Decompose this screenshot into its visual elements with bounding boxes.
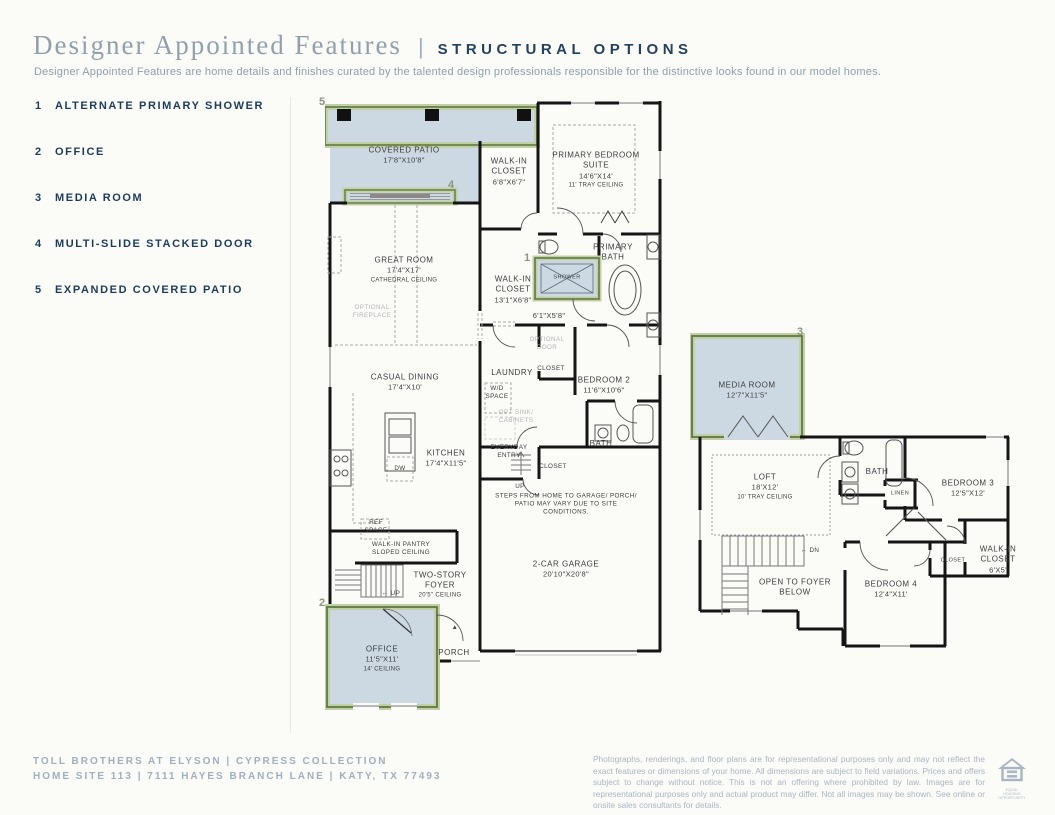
label-closet-c: CLOSET: [940, 557, 966, 564]
label-linen: LINEN: [890, 490, 910, 497]
label-shower: SHOWER: [553, 274, 581, 281]
room-garage: 2-CAR GARAGE 20'10"X20'8": [532, 559, 600, 580]
label-dw: DW: [394, 464, 406, 472]
room-bath-b: BATH: [865, 466, 889, 476]
page-title: Designer Appointed Features: [33, 30, 402, 60]
option-number: 1: [35, 100, 43, 112]
option-label: OFFICE: [55, 146, 105, 158]
equal-housing-logo: EQUAL HOUSING OPPORTUNITY: [997, 757, 1027, 801]
option-label: MULTI-SLIDE STACKED DOOR: [55, 238, 254, 250]
vertical-divider: [290, 97, 291, 733]
label-optional-fireplace: OPTIONAL FIREPLACE: [352, 303, 392, 319]
option-item-2: [35, 146, 105, 158]
option-number: 2: [35, 146, 43, 158]
page-header: [33, 30, 693, 61]
room-bedroom3: BEDROOM 3 12'5"X12': [941, 478, 995, 499]
label-closet-b: CLOSET: [539, 462, 567, 470]
room-covered-patio: COVERED PATIO 17'8"X10'8": [368, 145, 440, 166]
footer-community: TOLL BROTHERS AT ELYSON | CYPRESS COLLECTION: [33, 756, 388, 767]
equal-housing-icon: [997, 757, 1027, 783]
option-label: ALTERNATE PRIMARY SHOWER: [55, 100, 265, 112]
option-item-1: [35, 100, 264, 112]
label-optional-door: OPTIONAL DOOR: [529, 335, 565, 351]
room-bath-a: BATH: [589, 438, 613, 448]
room-great-room: GREAT ROOM 17'4"X17' CATHEDRAL CEILING: [370, 255, 438, 284]
room-kitchen: KITCHEN 17'4"X11'5": [425, 448, 467, 469]
marker-1: 1: [523, 252, 531, 264]
room-walkin-closet-a: WALK-IN CLOSET 6'8"X6'7": [490, 156, 528, 187]
label-dn: ← DN: [800, 546, 820, 554]
label-open-foyer: OPEN TO FOYER BELOW: [759, 577, 831, 597]
intro-text: Designer Appointed Features are home details and finishes curated by the talented design professionals responsible for the distinctive looks found in our model homes.: [34, 66, 882, 78]
label-up-garage: UP: [515, 482, 525, 490]
room-walkin-closet-c: WALK-IN CLOSET 6'X5': [979, 544, 1017, 575]
room-walkin-closet-b: WALK-IN CLOSET 13'1"X6'8": [494, 274, 532, 305]
marker-5: 5: [318, 96, 326, 108]
label-up-foyer: ← UP: [381, 589, 401, 597]
room-primary-bath: PRIMARY BATH: [593, 242, 633, 262]
option-number: 5: [35, 284, 43, 296]
footer-disclaimer: Photographs, renderings, and floor plans are for representational purposes only and may not reflect the exact features or dimensions of your home. All dimensions are subject to field variations. Prices and offers subject to change without notice. This is not an offering where prohibited by law. Images are for representational purposes only and actual product may differ. Not all images may be shown. See online or onsite sales consultants for details.: [593, 754, 985, 811]
label-shower-dims: 6'1"X5'8": [532, 310, 566, 320]
option-label: MEDIA ROOM: [55, 192, 144, 204]
page-subtitle-heading: STRUCTURAL OPTIONS: [437, 41, 693, 58]
option-label: EXPANDED COVERED PATIO: [55, 284, 243, 296]
label-steps-note: STEPS FROM HOME TO GARAGE/ PORCH/ PATIO MAY VARY DUE TO SITE CONDITIONS.: [495, 492, 637, 517]
marker-2: 2: [318, 597, 326, 609]
marker-4: 4: [447, 179, 455, 191]
room-bedroom4: BEDROOM 4 12'4"X11': [864, 579, 918, 600]
option-item-5: [35, 284, 243, 296]
room-pantry: WALK-IN PANTRY SLOPED CEILING: [371, 540, 431, 556]
option-item-4: [35, 238, 254, 250]
room-bedroom2: BEDROOM 2 11'6"X10'6": [577, 375, 631, 396]
label-closet-a: CLOSET: [537, 364, 565, 372]
porch-entry-marker: ▲: [451, 623, 459, 631]
room-foyer: TWO-STORY FOYER 20'5" CEILING: [413, 570, 467, 599]
room-laundry: LAUNDRY: [491, 367, 533, 377]
room-porch: PORCH: [438, 647, 470, 657]
option-number: 3: [35, 192, 43, 204]
label-wd-space: W/D SPACE: [485, 384, 509, 400]
room-everyday-entry: EVERYDAY ENTRY: [490, 443, 528, 459]
label-ref-space: REF SPACE: [364, 518, 388, 534]
room-primary-suite: PRIMARY BEDROOM SUITE 14'6"X14' 11' TRAY CEILING: [552, 150, 640, 189]
title-divider: |: [417, 34, 424, 59]
room-office: OFFICE 11'5"X11' 14' CEILING: [363, 644, 401, 673]
room-casual-dining: CASUAL DINING 17'4"X10': [370, 372, 440, 393]
footer-address: HOME SITE 113 | 7111 HAYES BRANCH LANE | KATY, TX 77493: [33, 771, 442, 782]
marker-3: 3: [796, 326, 804, 338]
label-opt-sink: OPT SINK/ CABINETS: [498, 408, 534, 424]
room-media: MEDIA ROOM 12'7"X11'5": [718, 380, 776, 401]
option-item-3: [35, 192, 143, 204]
option-number: 4: [35, 238, 43, 250]
room-loft: LOFT 18'X12' 10' TRAY CEILING: [737, 472, 793, 501]
